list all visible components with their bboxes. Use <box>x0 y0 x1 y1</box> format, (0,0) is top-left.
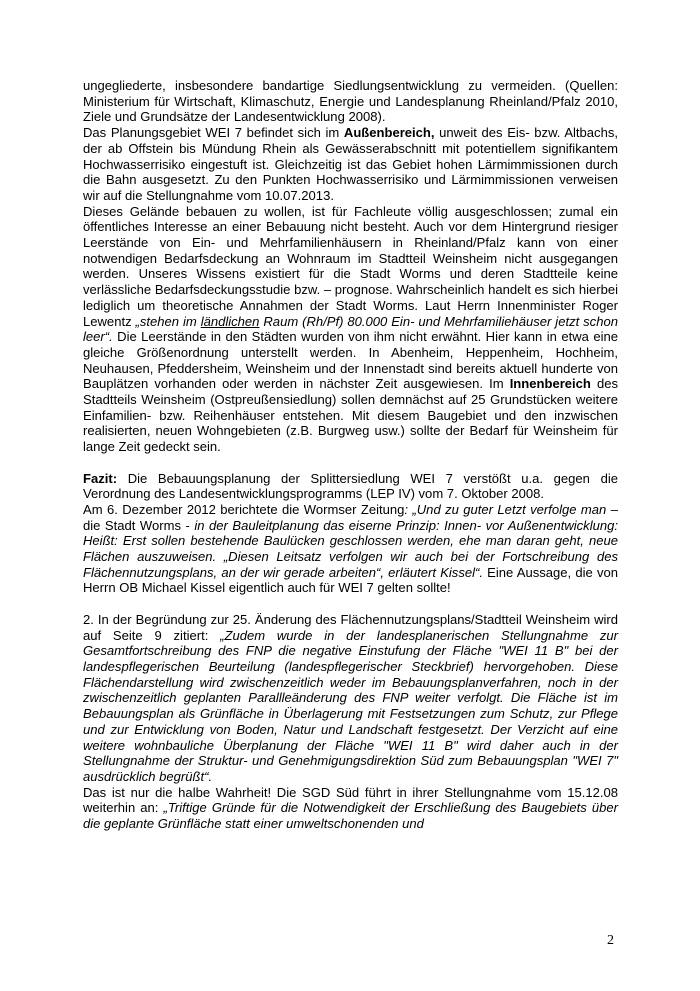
italic-quote: Raum (Rh/Pf) 80.000 Ein- und Mehrfamiliehäuser jetzt schon leer“. <box>83 313 618 345</box>
document-body <box>83 78 618 832</box>
paragraph-gap <box>83 455 618 471</box>
text-span: Die Bebauungsplanung der Splittersiedlung WEI 7 verstößt u.a. gegen die Verordnung des Landesentwicklungsprogramms (LEP IV) vom 7. Oktober 2008. <box>83 470 618 502</box>
underlined-word: ländlichen <box>200 313 260 329</box>
paragraph-1 <box>83 78 618 125</box>
text-span: ungegliederte, insbesondere bandartige Siedlungsentwicklung zu vermeiden. (Quellen: Ministerium für Wirtschaft, Klimaschutz, Energie und Landesplanung Rheinland/Pfalz 2010, Ziele und Grundsätze der Landesentwicklung 2008). <box>83 78 618 125</box>
paragraph-5 <box>83 502 618 596</box>
text-span: Die Leerstände in den Städten wurden von ihm nicht erwähnt. Hier kann in etwa eine gleiche Größenordnung unterstellt werden. In Abenheim, Heppenheim, Hochheim, Neuhausen, Pfeddersheim, Weinsheim und der Innenstadt sind bereits aktuell hunderte von Bauplätzen vorhanden oder werden in nächster Zeit ausgewiesen. Im <box>83 329 618 392</box>
bold-term-aussenbereich: Außenbereich, <box>343 125 435 141</box>
italic-quote: „Zudem wurde in der landesplanerischen Stellungnahme zur Gesamtfortschreibung des FNP die negative Einstufung der Fläche "WEI 11 B" bei der landespflegerischen Beurteilung (landespflegerischer Steckbrief) hervorgehoben. Diese Flächendarstellung wird zwischenzeitlich weder im Bebauungsplanverfahren, noch in der zwischenzeitlich geplanten Parallleänderung des FNP weiter verfolgt. Die Fläche ist im Bebauungsplan als Grünfläche in Überlagerung mit Festsetzungen zum Schutz, zur Pflege und zur Entwicklung von Boden, Natur und Landschaft festgesetzt. Der Verzicht auf eine weitere wohnbauliche Überplanung der Fläche "WEI 11 B" wird daher auch in der Stellungnahme der Struktur- und Genehmigungsdirektion Süd zum Bebauungsplan "WEI 7" ausdrücklich begrüßt“. <box>83 627 618 784</box>
text-span: des Stadtteils Weinsheim (Ostpreußensiedlung) sollen demnächst auf 25 Grundstücken weitere Einfamilien- bzw. Reihenhäuser entstehen. Mit diesem Baugebiet und den inzwischen realisierten, neuen Wohngebieten (z.B. Burgweg usw.) sollte der Bedarf für Weinsheim für lange Zeit gedeckt sein. <box>83 376 618 455</box>
paragraph-fazit <box>83 471 618 502</box>
italic-quote: „stehen im <box>135 313 201 329</box>
text-span: Das Planungsgebiet WEI 7 befindet sich im <box>83 125 344 141</box>
italic-quote: : „Und zu guter Letzt verfolge man <box>404 501 607 517</box>
paragraph-2 <box>83 125 618 204</box>
text-span: Das ist nur die halbe Wahrheit! Die SGD Süd führt in ihrer Stellungnahme vom 15.12.08 weiterhin an: <box>83 784 618 816</box>
paragraph-gap <box>83 596 618 612</box>
paragraph-7 <box>83 785 618 832</box>
italic-quote: „Triftige Gründe für die Notwendigkeit der Erschließung des Baugebiets über die geplante Grünfläche statt einer umweltschonenden und <box>83 800 618 832</box>
text-span: Eine Aussage, die von Herrn OB Michael Kissel eigentlich auch für WEI 7 gelten sollte! <box>83 564 618 596</box>
text-span: Dieses Gelände bebauen zu wollen, ist für Fachleute völlig ausgeschlossen; zumal ein öffentliches Interesse an einer Bebauung nicht besteht. Auch vor dem Hintergrund riesiger Leerstände von Ein- und Mehrfamilienhäusern in Rheinland/Pfalz kann von einer notwendigen Bedarfsdeckung an Wohnraum im Stadtteil Weinsheim nicht ausgegangen werden. Unseres Wissens existiert für die Stadt Worms und deren Stadtteile keine verlässliche Bedarfsdeckungsstudie bzw. – prognose. Wahrscheinlich handelt es sich hierbei lediglich um theoretische Annahmen der Stadt Worms. Laut Herrn Innenminister Roger Lewentz <box>83 203 618 329</box>
page-number: 2 <box>607 933 614 948</box>
text-span: unweit des Eis- bzw. Altbachs, der ab Offstein bis Mündung Rhein als Gewässerabschnitt mit potentiellem signifikantem Hochwasserrisiko eingestuft ist. Gleichzeitig ist das Gebiet hohen Lärmimmissionen durch die Bahn ausgesetzt. Zu den Punkten Hochwasserrisiko und Lärmimmissionen verweisen wir auf die Stellungnahme vom 10.07.2013. <box>83 125 618 203</box>
paragraph-3 <box>83 204 618 455</box>
paragraph-6 <box>83 612 618 785</box>
bold-term-innenbereich: Innenbereich <box>509 376 591 392</box>
text-span: Am 6. Dezember 2012 berichtete die Wormser Zeitung <box>83 501 405 517</box>
text-span: 2. In der Begründung zur 25. Änderung des Flächennutzungsplans/Stadtteil Weinsheim wird auf Seite 9 zitiert: <box>83 611 618 643</box>
italic-quote: in der Bauleitplanung das eiserne Prinzip: Innen- vor Außenentwicklung: Heißt: Erst sollen bestehende Baulücken geschlossen werden, ehe man daran geht, neue Flächen auszuweisen. „Diesen Leitsatz verfolgen wir auch bei der Fortschreibung des Flächennutzungsplans, an der wir gerade arbeiten“, erläutert Kissel“. <box>83 517 618 580</box>
bold-label-fazit: Fazit: <box>83 470 118 486</box>
text-span: – die Stadt Worms - <box>83 501 618 533</box>
